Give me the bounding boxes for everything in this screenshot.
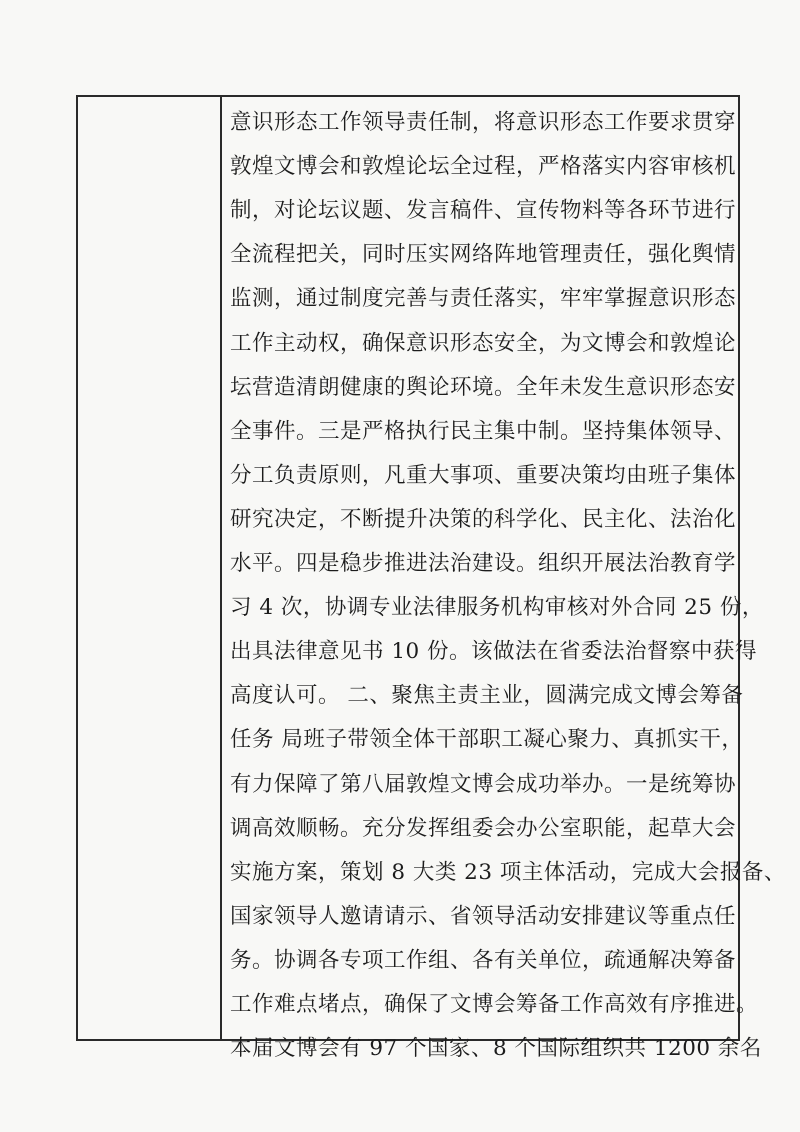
text-line: 习 4 次，协调专业法律服务机构审核对外合同 25 份， [230, 595, 764, 621]
text-line: 全流程把关，同时压实网络阵地管理责任，强化舆情 [230, 242, 737, 268]
text-line: 监测，通过制度完善与责任落实，牢牢掌握意识形态 [230, 286, 737, 312]
text-line: 研究决定，不断提升决策的科学化、民主化、法治化 [230, 506, 737, 532]
text-line: 意识形态工作领导责任制，将意识形态工作要求贯穿 [230, 110, 737, 135]
text-line: 本届文博会有 97 个国家、8 个国际组织共 1200 余名 [230, 1036, 762, 1062]
text-line: 工作难点堵点，确保了文博会筹备工作高效有序推进。 [230, 992, 759, 1017]
text-line: 有力保障了第八届敦煌文博会成功举办。一是统筹协 [230, 771, 737, 797]
text-line: 敦煌文博会和敦煌论坛全过程，严格落实内容审核机 [230, 154, 737, 180]
text-line: 工作主动权，确保意识形态安全，为文博会和敦煌论 [230, 330, 737, 356]
text-line: 水平。四是稳步推进法治建设。组织开展法治教育学 [230, 551, 737, 576]
text-line: 全事件。三是严格执行民主集中制。坚持集体领导、 [230, 418, 737, 444]
text-line: 出具法律意见书 10 份。该做法在省委法治督察中获得 [230, 639, 758, 665]
text-line: 调高效顺畅。充分发挥组委会办公室职能，起草大会 [230, 815, 737, 841]
text-line: 务。协调各专项工作组、各有关单位，疏通解决筹备 [230, 947, 737, 973]
content-table [76, 95, 786, 1062]
text-line: 制，对论坛议题、发言稿件、宣传物料等各环节进行 [230, 198, 737, 224]
table-content-cell [222, 97, 786, 1062]
text-line: 任务 局班子带领全体干部职工凝心聚力、真抓实干， [230, 727, 744, 753]
text-line: 国家领导人邀请请示、省领导活动安排建议等重点任 [230, 903, 737, 929]
text-line: 分工负责原则，凡重大事项、重要决策均由班子集体 [230, 462, 737, 488]
table-label-cell [78, 97, 222, 1039]
text-line: 坛营造清朗健康的舆论环境。全年未发生意识形态安 [230, 374, 737, 400]
text-line: 实施方案，策划 8 大类 23 项主体活动，完成大会报备、 [230, 859, 786, 885]
text-line: 高度认可。 二、聚焦主责主业，圆满完成文博会筹备 [230, 683, 744, 709]
